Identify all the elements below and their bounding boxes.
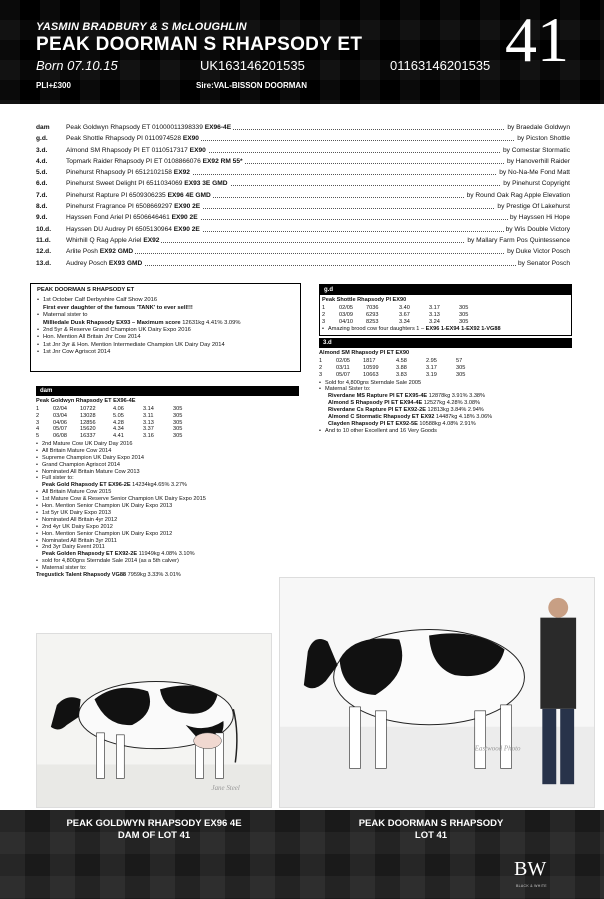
highlight-item: • 2nd 5yr & Reserve Grand Champion UK Dairy Expo 2016 [37,327,294,334]
lactation-cell: 305 [173,419,183,426]
uk-ear-tag: UK163146201535 [200,58,305,73]
sister-record: 14487kg 4.18% 3.06% [434,414,493,421]
lactation-cell: 3.14 [143,405,154,412]
generation-label: 9.d. [36,214,48,222]
note-item: • 2nd Mature Cow UK Dairy Day 2016 [36,441,299,448]
lactation-row [319,372,486,379]
lactation-cell: 03/11 [336,364,350,371]
lactation-cell: 305 [456,371,466,378]
lactation-row [36,426,203,433]
ancestor-sire: by Wis Double Victory [505,225,570,233]
lactation-cell: 02/04 [53,405,67,412]
lot-photo [279,577,595,808]
classification-score: EX93 GMD [108,259,143,267]
sister-entry [328,407,572,414]
sister-record: 12527kg 4.28% 3.08% [422,400,481,407]
lactation-cell: 5.05 [113,412,124,419]
lactation-cell: 3.17 [429,304,440,311]
lactation-cell: 1 [36,405,40,412]
highlight-item: • Maternal sister to [37,312,294,319]
pli-value: PLI+£300 [36,81,71,90]
lactation-cell: 05/07 [53,426,67,433]
sister-name: Riverdane Cs Rapture PI ET EX92-2E [328,407,426,414]
lactation-cell: 3.34 [399,318,410,325]
classification-score: EX92 [143,236,160,244]
caption-line: DAM OF LOT 41 [117,830,191,841]
pedigree-row [36,156,570,167]
sister-record: 12631kg 4.41% 3.09% [180,319,241,326]
lactation-cell: 4.41 [113,433,124,440]
lactation-cell: 3.24 [429,318,440,325]
bw-logo [512,856,582,892]
ancestor-name: Hayssen DU Audrey PI 6505130964 EX90 2E [66,225,200,233]
lactation-cell: 4 [36,426,40,433]
note-item: • 1st 5yr UK Dairy Expo 2013 [36,510,299,517]
lactation-cell: 3.83 [396,371,407,378]
lactation-row [319,365,486,372]
sister-name: Riverdane MS Rapture PI ET EX95-4E [328,393,428,400]
logo-subtitle: BLACK & WHITE [516,884,547,888]
generation-label: 12.d. [36,248,52,256]
pedigree-row [36,212,570,223]
lactation-cell: 03/04 [53,412,67,419]
gd-name: Peak Shottle Rhapsody PI EX90 [322,297,407,303]
classification-score: EX92 RM 55* [202,157,243,165]
pedigree-row [36,246,570,257]
generation-label: 10.d. [36,225,52,233]
note-item: • 2nd 4yr UK Dairy Expo 2012 [36,524,299,531]
lactation-cell: 1 [319,358,323,365]
lactation-table [36,406,203,440]
lactation-cell: 12856 [80,419,96,426]
gd-note-scores: EX96 1-EX94 1-EX92 1-VG88 [425,326,501,333]
ancestor-sire: by Braedale Goldwyn [507,124,570,131]
classification-score: EX90 2E [173,225,200,233]
lactation-cell: 04/06 [53,419,67,426]
dam-photo-caption [36,818,272,842]
ancestor-sire: by Hanoverhill Raider [506,157,570,165]
classification-score: EX92 [173,169,190,177]
sister-name: Peak Golden Rhapsody ET EX92-2E [42,551,138,558]
classification-score: EX96-4E [204,124,232,131]
lactation-row [36,406,203,413]
ancestor-name: Hayssen Fond Ariel PI 6506646461 EX90 2E [66,214,198,222]
lactation-cell: 3 [36,419,40,426]
lactation-cell: 3.16 [143,433,154,440]
box-title: PEAK DOORMAN S RHAPSODY ET [37,287,135,293]
note-item: • Nominated All Britain 3yr 2011 [36,538,299,545]
note-item: • sold for 4,800gns Sterndale Sale 2014 (as a 5th calver) [36,558,299,565]
lot-highlights-box [30,283,301,372]
pedigree-row [36,190,570,201]
logo-mark: BW [514,858,547,880]
section-bar: dam [36,386,299,396]
ancestor-name: Topmark Raider Rhapsody PI ET 0108866076 EX92 RM 55* [66,157,243,165]
pedigree-row [36,133,570,144]
note-item: • Supreme Champion UK Dairy Expo 2014 [36,455,299,462]
uk-ear-tag-full: 01163146201535 [390,58,491,73]
lactation-cell: 10722 [80,405,96,412]
lactation-cell: 3.40 [399,304,410,311]
lactation-cell: 6293 [366,311,379,318]
lactation-cell: 02/05 [336,358,350,365]
lactation-table [322,305,489,325]
caption-line: PEAK DOORMAN S RHAPSODY [358,818,504,829]
lot-animal-name: PEAK DOORMAN S RHAPSODY ET [36,34,363,55]
generation-label: 7.d. [36,191,48,199]
sister-entry [328,393,572,400]
d3-note: • Sold for 4,800gns Sterndale Sale 2005 [319,380,572,387]
lactation-cell: 13028 [80,412,96,419]
ancestor-sire: by Round Oak Rag Apple Elevation [466,191,570,199]
lactation-cell: 3 [319,371,323,378]
lactation-row [322,312,489,319]
pedigree-row [36,235,570,246]
generation-label: dam [36,124,50,131]
lactation-cell: 4.06 [113,405,124,412]
lactation-cell: 04/10 [339,318,353,325]
lactation-cell: 305 [173,405,183,412]
generation-label: g.d. [36,135,48,143]
classification-score: EX90 2E [174,203,201,211]
sister-name: Milliedale Dusk Rhapsody EX93 – Maximum score [43,319,181,326]
lactation-cell: 7036 [366,304,379,311]
lactation-cell: 305 [456,364,466,371]
note-item: • Grand Champion Agriscot 2014 [36,462,299,469]
photographer-tag: Jane Steel [211,785,240,793]
generation-label: 13.d. [36,259,52,267]
sister-name: Peak Gold Rhapsody ET EX96-2E [42,482,131,489]
pedigree-row [36,178,570,189]
dam-photo [36,633,272,808]
lactation-cell: 3.37 [143,426,154,433]
note-item: • 1st Mature Cow & Reserve Senior Champion UK Dairy Expo 2015 [36,496,299,503]
sister-record: 12878kg 3.91% 3.38% [427,393,486,400]
generation-label: 5.d. [36,169,48,177]
lactation-cell: 3.19 [426,371,437,378]
ancestor-name: Pinehurst Fragrance PI 6508669297 EX90 2E [66,203,201,211]
caption-line: PEAK GOLDWYN RHAPSODY EX96 4E [66,818,242,829]
sister-entry [328,400,572,407]
classification-score: EX92 GMD [99,248,134,256]
lactation-cell: 5 [36,433,40,440]
generation-label: 3.d. [36,146,48,154]
classification-score: EX90 [189,146,206,154]
ancestor-name: Arlite Posh EX92 GMD [66,248,134,256]
sister-name: Almond C Stormatic Rhapsody ET EX92 [328,414,435,421]
pedigree-row [36,167,570,178]
classification-score: EX90 2E [171,214,198,222]
gd-box [319,284,572,336]
sire-name: Sire:VAL-BISSON DOORMAN [196,81,307,90]
lot-photo-caption [296,818,566,842]
lactation-cell: 305 [173,412,183,419]
lactation-cell: 06/08 [53,433,67,440]
lactation-cell: 2 [36,412,40,419]
pedigree-row [36,224,570,235]
note-item: • All Britain Mature Cow 2015 [36,489,299,496]
lactation-cell: 10599 [363,364,379,371]
ancestor-name: Whirhill Q Rag Apple Ariel EX92 [66,236,160,244]
ancestor-name: Pinehurst Rapture PI 6509306235 EX96 4E GMD [66,191,211,199]
lactation-cell: 2 [322,311,326,318]
pedigree-row [36,258,570,269]
sister-name: Tregustick Talent Rhapsody VG88 [36,572,127,579]
note-item: • Hon. Mention Senior Champion UK Dairy Expo 2012 [36,531,299,538]
note-item: • 2nd 3yr Dairy Event 2011 [36,544,299,551]
d3-note: • Maternal Sister to: [319,386,572,393]
ancestor-name: Pinehurst Sweet Delight PI 6511034069 EX93 3E GMD [66,180,228,188]
lactation-cell: 305 [459,318,469,325]
pedigree-row [36,122,570,133]
ancestor-sire: by Prestige Of Lakehurst [497,203,570,211]
lactation-cell: 3.67 [399,311,410,318]
breeder-name: YASMIN BRADBURY & S McLOUGHLIN [36,21,247,33]
highlight-item: • Hon. Mention All Britain Jnr Cow 2014 [37,334,294,341]
section-bar: g.d [320,285,571,295]
pedigree-row [36,201,570,212]
dam-name: Peak Goldwyn Rhapsody ET EX96-4E [36,398,136,404]
generation-label: 8.d. [36,203,48,211]
note-item: • All Britain Mature Cow 2014 [36,448,299,455]
dam-section [36,386,299,579]
ancestor-sire: by Comestar Stormatic [502,146,570,154]
lactation-cell: 305 [173,433,183,440]
lactation-cell: 15620 [80,426,96,433]
d3-note: • And to 10 other Excellent and 16 Very Goods [319,428,572,435]
lactation-cell: 1 [322,304,326,311]
lactation-cell: 3.13 [143,419,154,426]
lactation-cell: 2 [319,364,323,371]
lactation-cell: 57 [456,358,463,365]
ancestor-sire: by Senator Posch [517,259,570,267]
lactation-cell: 3.13 [429,311,440,318]
ancestor-name: Pinehurst Rhapsody PI 6512102158 EX92 [66,169,190,177]
sister-entry [328,414,572,421]
classification-score: EX93 3E GMD [184,180,228,188]
lactation-cell: 3.17 [426,364,437,371]
ancestor-sire: by Hayssen Hi Hope [509,214,570,222]
lot-number: 41 [505,4,569,75]
lactation-cell: 4.58 [396,358,407,365]
highlight-item: • 1st October Calf Derbyshire Calf Show 2016 [37,297,294,304]
sister-name: Almond S Rhapsody PI ET EX94-4E [328,400,423,407]
photographer-tag: Eastwood Photo [474,744,521,753]
ancestor-name: Peak Shottle Rhapsody PI 0110974528 EX90 [66,135,199,143]
footer-band [0,810,604,899]
ancestor-name: Audrey Posch EX93 GMD [66,259,143,267]
ancestor-name: Almond SM Rhapsody PI ET 0110517317 EX90 [66,146,206,154]
ancestors-section [319,284,572,435]
lactation-cell: 305 [459,311,469,318]
lactation-cell: 305 [459,304,469,311]
sister-record: 11949kg 4.08% 3.10% [137,551,195,558]
lactation-cell: 2.95 [426,358,437,365]
lactation-cell: 03/09 [339,311,353,318]
ancestor-name: Peak Goldwyn Rhapsody ET 01000011398339 EX96-4E [66,124,232,131]
ancestor-sire: by Duke Victor Posch [507,248,570,256]
note-item: • Maternal sister to: [36,565,299,572]
note-item: • Nominated All Britain Mature Cow 2013 [36,469,299,476]
lactation-cell: 3.11 [143,412,154,419]
note-item: • Hon. Mention Senior Champion UK Dairy Expo 2013 [36,503,299,510]
section-bar: 3.d [319,338,572,348]
note-item: • Full sister to: [36,475,299,482]
sister-record: 10588kg 4.08% 2.91% [417,420,476,427]
classification-score: EX90 [182,135,199,143]
lactation-cell: 3 [322,318,326,325]
lactation-cell: 305 [173,426,183,433]
highlight-item: First ever daughter of the famous 'TANK' to ever sell!!! [43,304,193,311]
lactation-row [36,420,203,427]
ancestor-sire: by Pinehurst Copyright [503,180,570,188]
highlight-item: • 1st Jnr 3yr & Hon. Mention Intermediate Champion UK Dairy Day 2014 [37,342,294,349]
lactation-row [319,358,486,365]
lactation-row [36,413,203,420]
sister-entry [328,421,572,428]
classification-score: EX96 4E GMD [167,191,211,199]
header-banner [0,0,604,104]
sister-record: 12813kg 3.84% 2.94% [425,407,484,414]
lactation-cell: 02/05 [339,304,353,311]
lactation-row [36,433,203,440]
generation-label: 4.d. [36,157,48,165]
sister-record: 7959kg 3.33% 3.01% [126,572,181,579]
lactation-cell: 8253 [366,318,379,325]
note-item: • Nominated All Britain 4yr 2012 [36,517,299,524]
lactation-cell: 3.88 [396,364,407,371]
birth-date: Born 07.10.15 [36,58,118,73]
lactation-cell: 10663 [363,371,379,378]
lactation-cell: 05/07 [336,371,350,378]
lactation-cell: 16337 [80,433,96,440]
lactation-table [319,358,486,378]
ancestor-sire: by No-Na-Me Fond Matt [499,169,570,177]
lactation-cell: 1817 [363,358,376,365]
generation-label: 11.d. [36,236,51,244]
lactation-row [322,319,489,326]
sister-record: 14234kg4.65% 3.27% [130,482,187,489]
ancestor-sire: by Mallary Farm Pos Quintessence [467,236,570,244]
generation-label: 6.d. [36,180,48,188]
pedigree-row [36,145,570,156]
d3-name: Almond SM Rhapsody PI ET EX90 [319,350,410,357]
sister-name: Clayden Rhapsody PI ET EX92-5E [328,420,418,427]
ancestor-sire: by Picston Shottle [517,135,570,143]
lactation-row [322,305,489,312]
pedigree-list [36,122,570,269]
lactation-cell: 4.34 [113,426,124,433]
lactation-cell: 4.28 [113,419,124,426]
highlight-item: • 1st Jnr Cow Agriscot 2014 [37,349,294,356]
gd-note: Amazing brood cow four daughters 1 – [328,326,426,333]
caption-line: LOT 41 [414,830,448,841]
